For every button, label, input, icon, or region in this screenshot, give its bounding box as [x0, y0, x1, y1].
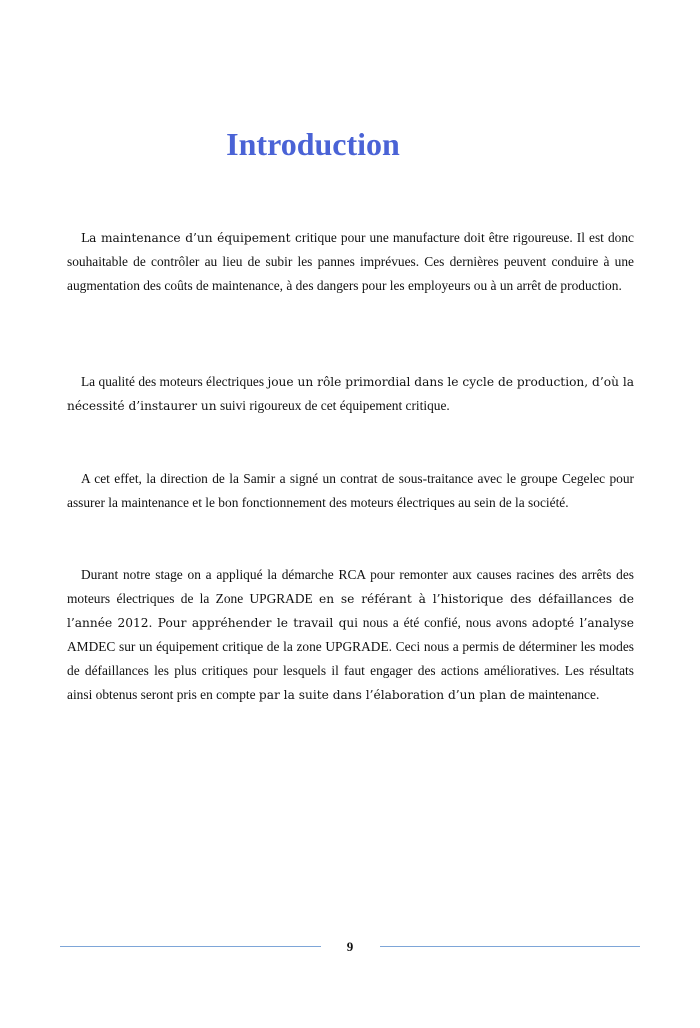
text-run: La qualité des moteurs électriques [81, 374, 268, 389]
text-run: ritique pour une manufacture doit être rigoureuse. Il est donc souhaitable de contrôler au lieu de subir les pannes imprévues. Ces dernières peuvent conduire à une augmentation des coûts de maintenance, à des dangers pour les employeurs ou à un arrêt de production. [67, 230, 634, 293]
text-run: A cet effet, la direction de la Samir a signé un contrat de sous-traitance avec le groupe Cegelec pour assurer la maintenance et le bon fonctionnement des moteurs électriques au sein de la société. [67, 471, 634, 510]
paragraph-subcontract [67, 467, 634, 515]
text-run: par la suite dans l’élaboration d’un plan de [258, 688, 525, 702]
text-run: AMDEC sur un équipement critique de la zone UPGRADE. Ceci nous a permis de déterminer les modes de défaillances les plus critiques pour lesquels il faut engager des actions amélioratives. Les résultats ainsi obtenus seront pris en compte [67, 639, 634, 702]
page-title: Introduction [226, 126, 400, 162]
paragraph-intro-maintenance [67, 226, 634, 298]
footer-rule-right [380, 946, 640, 947]
text-run: Durant notre stage on a appliqué la démarche RCA pour remonter aux causes racines des arrêts des moteurs électriques de la Zone UPGRADE [67, 567, 634, 606]
text-run: suivi rigoureux de cet équipement critique. [216, 398, 450, 413]
text-run: La maintenance d’un équipement c [81, 231, 302, 245]
footer-rule-left [60, 946, 321, 947]
page-number: 9 [346, 939, 354, 954]
paragraph-internship-method [67, 563, 634, 707]
text-run: en se référant à l’historique des défaillances de l’année 2012. Pour appréhender le travail qu [67, 592, 634, 630]
text-run: adopté l’analyse [531, 616, 634, 630]
text-run: maintenance. [524, 687, 600, 702]
text-run: joue un rôle primordial dans le cycle de production, d’où la nécessité d’instaurer un [67, 375, 634, 413]
paragraph-motor-quality [67, 370, 634, 418]
text-run: i nous a été confié, nous avons [354, 615, 532, 630]
